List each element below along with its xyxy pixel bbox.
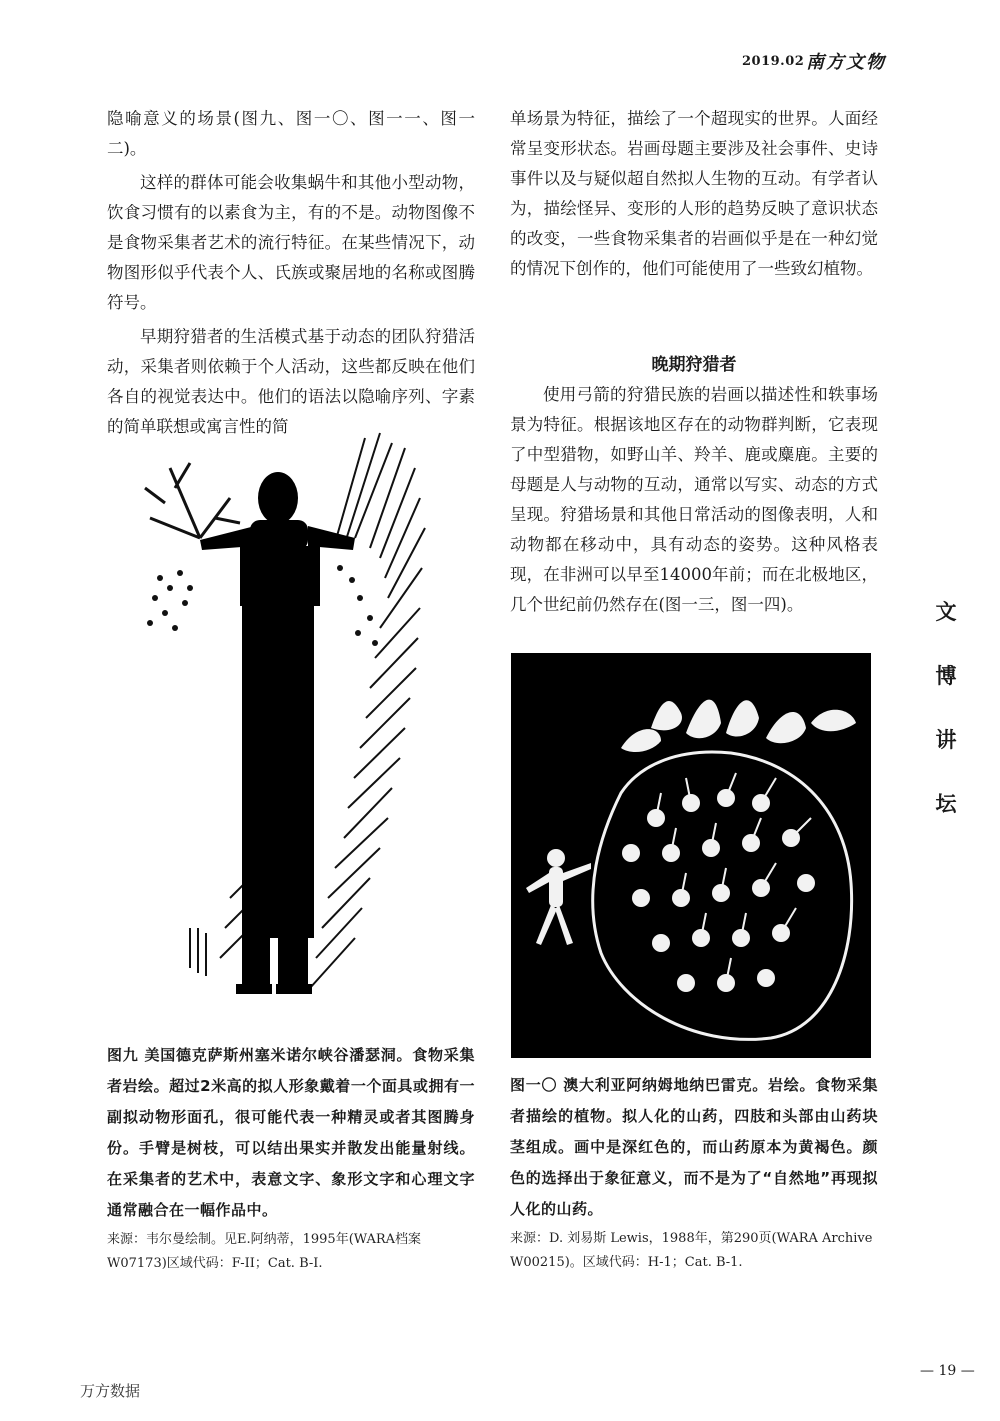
section-heading: 晚期狩猎者 [651,355,737,375]
figure-9-caption: 图九 美国德克萨斯州塞米诺尔峡谷潘瑟洞。食物采集者岩绘。超过2米高的拟人形象戴着一个面具或拥有一副拟动物形面孔，很可能代表一种精灵或者其图腾身份。手臂是树枝，可以结出果实并散发出能量射线。在采集者的艺术中，表意文字、象形文字和心理文字通常融合在一幅作品中。 [107,1046,475,1219]
footer-watermark: 万方数据 [80,1382,141,1400]
side-label-char: 文 [935,600,957,624]
side-label-char: 讲 [935,728,957,752]
paragraph: 早期狩猎者的生活模式基于动态的团队狩猎活动，采集者则依赖于个人活动，这些都反映在他们各自的视觉表达中。他们的语法以隐喻序列、字素的简单联想或寓言性的简 [107,327,475,436]
figure-9-caption-block [107,1040,475,1276]
side-label-char: 坛 [935,792,957,816]
paragraph: 隐喻意义的场景(图九、图一〇、图一一、图一二)。 [107,109,475,158]
paragraph: 这样的群体可能会收集蜗牛和其他小型动物，饮食习惯有的以素食为主，有的不是。动物图像不是食物采集者艺术的流行特征。在某些情况下，动物图形似乎代表个人、氏族或聚居地的名称或图腾符号。 [107,173,475,312]
left-column [107,104,475,446]
figure-10-source: 来源：D. 刘易斯 Lewis，1988年，第290页(WARA Archive W00215)。区域代码：H-1；Cat. B-1. [510,1231,873,1270]
right-column-section [510,380,878,624]
journal-title: 南方文物 [806,52,886,73]
paragraph: 单场景为特征，描绘了一个超现实的世界。人面经常呈变形状态。岩画母题主要涉及社会事件、史诗事件以及与疑似超自然拟人生物的互动。有学者认为，描绘怪异、变形的人形的趋势反映了意识状态的改变，一些食物采集者的岩画似乎是在一种幻觉的情况下创作的，他们可能使用了一些致幻植物。 [510,109,878,278]
side-label-char: 博 [935,664,957,688]
page-number: — 19 — [920,1363,975,1379]
figure-10-caption-block [510,1070,878,1275]
figure-10-image [511,653,871,1058]
figure-9-source: 来源：韦尔曼绘制。见E.阿纳蒂，1995年(WARA档案W07173)区域代码：F-II；Cat. B-I. [107,1232,422,1271]
figure-10-caption: 图一〇 澳大利亚阿纳姆地纳巴雷克。岩绘。食物采集者描绘的植物。拟人化的山药，四肢和头部由山药块茎组成。画中是深红色的，而山药原本为黄褐色。颜色的选择出于象征意义，而不是为了“自然地”再现拟人化的山药。 [510,1076,878,1218]
paragraph: 使用弓箭的狩猎民族的岩画以描述性和轶事场景为特征。根据该地区存在的动物群判断，它表现了中型猎物，如野山羊、羚羊、鹿或麋鹿。主要的母题是人与动物的互动，通常以写实、动态的方式呈现。狩猎场景和其他日常活动的图像表明，人和动物都在移动中，具有动态的姿势。这种风格表现，在非洲可以早至14000年前；而在北极地区，几个世纪前仍然存在(图一三，图一四)。 [510,385,878,614]
right-column [510,104,878,288]
figure-9-image [130,428,475,1003]
section-side-label [934,580,958,836]
issue-number: 2019.02 [742,54,805,69]
